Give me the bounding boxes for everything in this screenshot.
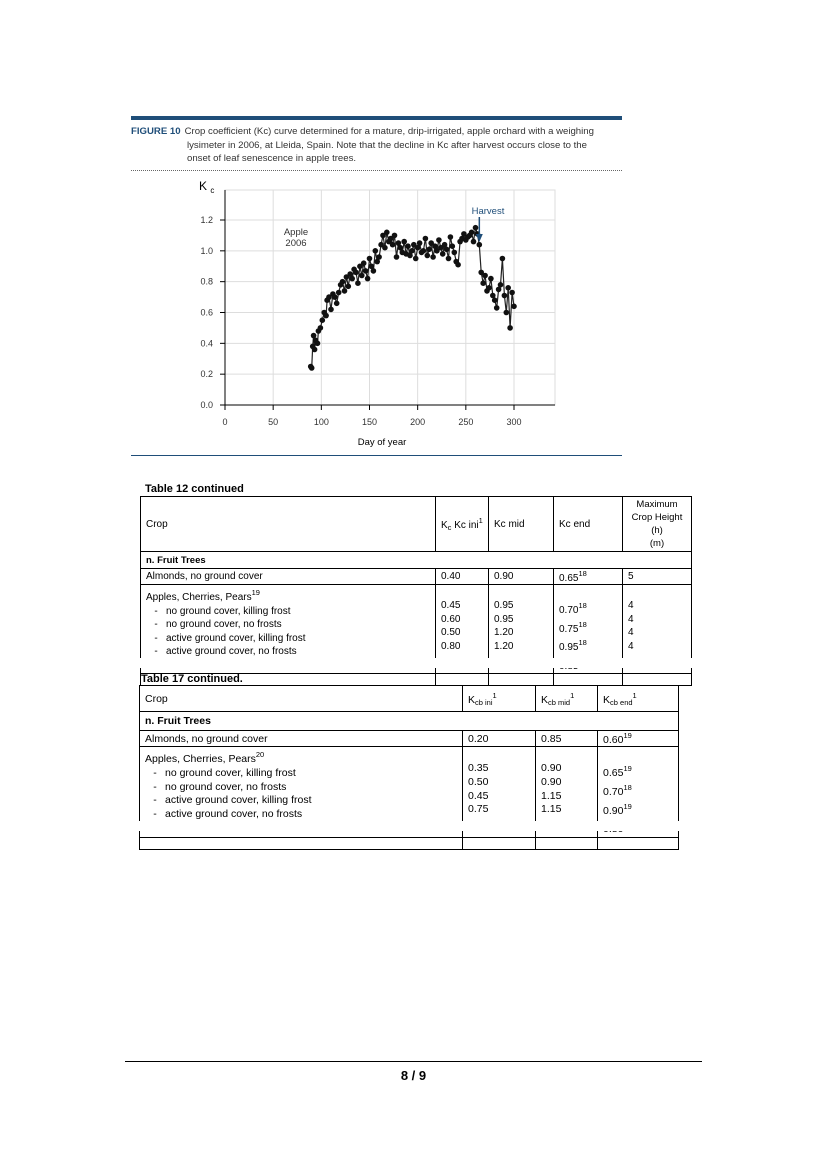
data-point (342, 288, 348, 294)
data-point (421, 248, 427, 254)
data-point (384, 230, 390, 236)
header-max-height: Maximum Crop Height (h) (m) (623, 497, 692, 552)
header-kcb-ini: $K_{cb ini}^1$ (463, 686, 536, 712)
data-point (504, 310, 510, 316)
data-point (425, 253, 431, 259)
x-tick-label: 100 (313, 417, 329, 427)
data-point (334, 301, 340, 307)
cell-end: 0.60$^{19}$ (598, 731, 679, 747)
kc-scatter-chart (0, 0, 827, 460)
section-row (140, 712, 679, 731)
header-crop: Crop (140, 686, 463, 712)
data-point (502, 293, 508, 299)
cell-crop-group: Apples, Cherries, Pears$^{19}$ - no ground cover, killing frost - no ground cover, no frosts - active ground cover, killing frost - active ground cover, no frosts (141, 585, 436, 674)
section-row (141, 552, 692, 569)
header-kcb-mid: $K_{cb mid}^1$ (536, 686, 598, 712)
y-tick-label: 0.2 (200, 369, 213, 380)
table17-page-cut (0, 821, 827, 831)
data-point (328, 307, 334, 313)
annotation-year: 2006 (285, 238, 307, 249)
x-axis-label: Day of year (357, 437, 407, 448)
data-point (367, 256, 373, 262)
cell-ini: 0.40 (436, 569, 489, 585)
caption-line-2: lysimeter in 2006, at Lleida, Spain. Note that the decline in Kc after harvest occurs close to the (187, 139, 587, 151)
data-point (446, 256, 452, 262)
table17-caption: Table 17 continued. (141, 673, 243, 685)
data-point (488, 276, 494, 282)
cell-crop: Almonds, no ground cover (140, 731, 463, 747)
data-point (359, 273, 365, 279)
header-kc-ini: $K_c$ Kc ini$^1$ (436, 497, 489, 552)
data-point (426, 247, 432, 253)
data-point (392, 233, 398, 239)
header-kcb-end: $K_{cb end}^1$ (598, 686, 679, 712)
data-point (480, 280, 486, 286)
data-point (471, 239, 477, 245)
data-point (507, 325, 513, 331)
figure-label: FIGURE 10 (131, 126, 181, 137)
data-point (509, 290, 515, 296)
data-point (346, 284, 352, 290)
caption-line-1: Crop coefficient (Kc) curve determined for a mature, drip-irrigated, apple orchard with a weighing (184, 126, 594, 137)
data-point (498, 282, 504, 288)
data-point (355, 280, 361, 286)
data-point (486, 285, 492, 291)
data-point (309, 365, 315, 371)
cell-ini-group: 0.35 0.50 0.45 0.75 (463, 747, 536, 838)
data-point (315, 341, 321, 347)
data-point (401, 239, 407, 245)
data-point (452, 250, 458, 256)
data-point (477, 242, 483, 248)
data-point (450, 243, 456, 249)
cell-mid: 0.85 (536, 731, 598, 747)
data-point (505, 285, 511, 291)
table12-page-cut (0, 658, 827, 668)
data-point (448, 234, 454, 240)
cell-mid: 0.90 (489, 569, 554, 585)
data-point (373, 248, 379, 254)
cell-crop: Almonds, no ground cover (141, 569, 436, 585)
data-point (482, 273, 488, 279)
page-number: 8 / 9 (400, 1068, 427, 1083)
data-point (361, 260, 367, 266)
data-point (323, 313, 329, 319)
cell-mid-group: 0.95 0.95 1.20 1.20 (489, 585, 554, 674)
data-point (376, 254, 382, 260)
cell-end: 0.65$^{18}$ (554, 569, 623, 585)
y-axis-label-subscript: c (210, 186, 215, 195)
data-point (511, 304, 517, 310)
data-point (492, 297, 498, 303)
data-point (444, 247, 450, 253)
table-header-row (140, 686, 679, 712)
y-tick-label: 0.4 (200, 338, 213, 349)
data-point (382, 245, 388, 251)
footer-rule (125, 1061, 702, 1062)
data-point (405, 243, 411, 249)
data-point (353, 270, 359, 276)
cell-end-group: 0.65$^{19}$ 0.70$^{18}$ 0.90$^{19}$ (598, 747, 679, 838)
y-tick-label: 0.8 (200, 276, 213, 287)
section-fruit-trees: n. Fruit Trees (140, 712, 679, 731)
header-kc-end: Kc end (554, 497, 623, 552)
data-point (320, 317, 326, 323)
data-point (371, 268, 377, 274)
table-header-row (141, 497, 692, 552)
cell-end-group: 0.70$^{18}$ 0.75$^{18}$ 0.95$^{18}$ (554, 585, 623, 674)
cell-height: 5 (623, 569, 692, 585)
data-point (340, 279, 346, 285)
data-point (436, 237, 442, 243)
data-point (469, 230, 475, 236)
y-tick-label: 0.6 (200, 307, 213, 318)
annotation-harvest: Harvest (471, 206, 505, 217)
data-point (332, 294, 338, 300)
data-point (390, 242, 396, 248)
data-point (430, 254, 436, 260)
data-point (494, 305, 500, 311)
data-point (409, 248, 415, 254)
data-point (363, 268, 369, 274)
table12-caption: Table 12 continued (145, 483, 244, 495)
y-tick-label: 1.2 (200, 215, 213, 225)
data-point (423, 236, 429, 242)
y-axis-label (199, 179, 214, 195)
header-kc-mid: Kc mid (489, 497, 554, 552)
data-point (394, 254, 400, 260)
y-axis-label-main: K (199, 179, 208, 193)
header-crop: Crop (141, 497, 436, 552)
table-row (140, 731, 679, 747)
x-tick-label: 250 (458, 417, 474, 427)
data-point (365, 276, 371, 282)
data-point (455, 262, 461, 268)
x-tick-label: 150 (361, 417, 378, 427)
x-tick-label: 50 (268, 417, 279, 427)
annotation-apple: Apple (283, 227, 309, 238)
data-point (473, 225, 479, 231)
data-point (336, 290, 342, 296)
data-point (500, 256, 506, 262)
y-tick-label: 0.0 (200, 400, 213, 410)
data-point (413, 256, 419, 262)
data-point (417, 240, 423, 246)
x-tick-label: 300 (506, 417, 522, 427)
cell-height-group: 4 4 4 4 (623, 585, 692, 674)
data-point (318, 325, 324, 331)
y-tick-label: 1.0 (200, 245, 213, 256)
data-point (349, 276, 355, 282)
x-tick-label: 200 (410, 417, 426, 427)
cell-mid-group: 0.90 0.90 1.15 1.15 (536, 747, 598, 838)
data-point (440, 251, 446, 257)
table-row (141, 569, 692, 585)
data-point (312, 347, 318, 353)
cell-ini: 0.20 (463, 731, 536, 747)
cell-crop-group: Apples, Cherries, Pears$^{20}$ - no ground cover, killing frost - no ground cover, no frosts - active ground cover, killing frost - active ground cover, no frosts (140, 747, 463, 838)
table-row-cut (140, 838, 679, 850)
x-tick-label: 0 (222, 417, 228, 427)
figure-bottom-rule (131, 455, 622, 456)
section-fruit-trees: n. Fruit Trees (141, 552, 692, 569)
caption-line-3: onset of leaf senescence in apple trees. (187, 153, 357, 164)
cell-ini-group: 0.45 0.60 0.50 0.80 (436, 585, 489, 674)
